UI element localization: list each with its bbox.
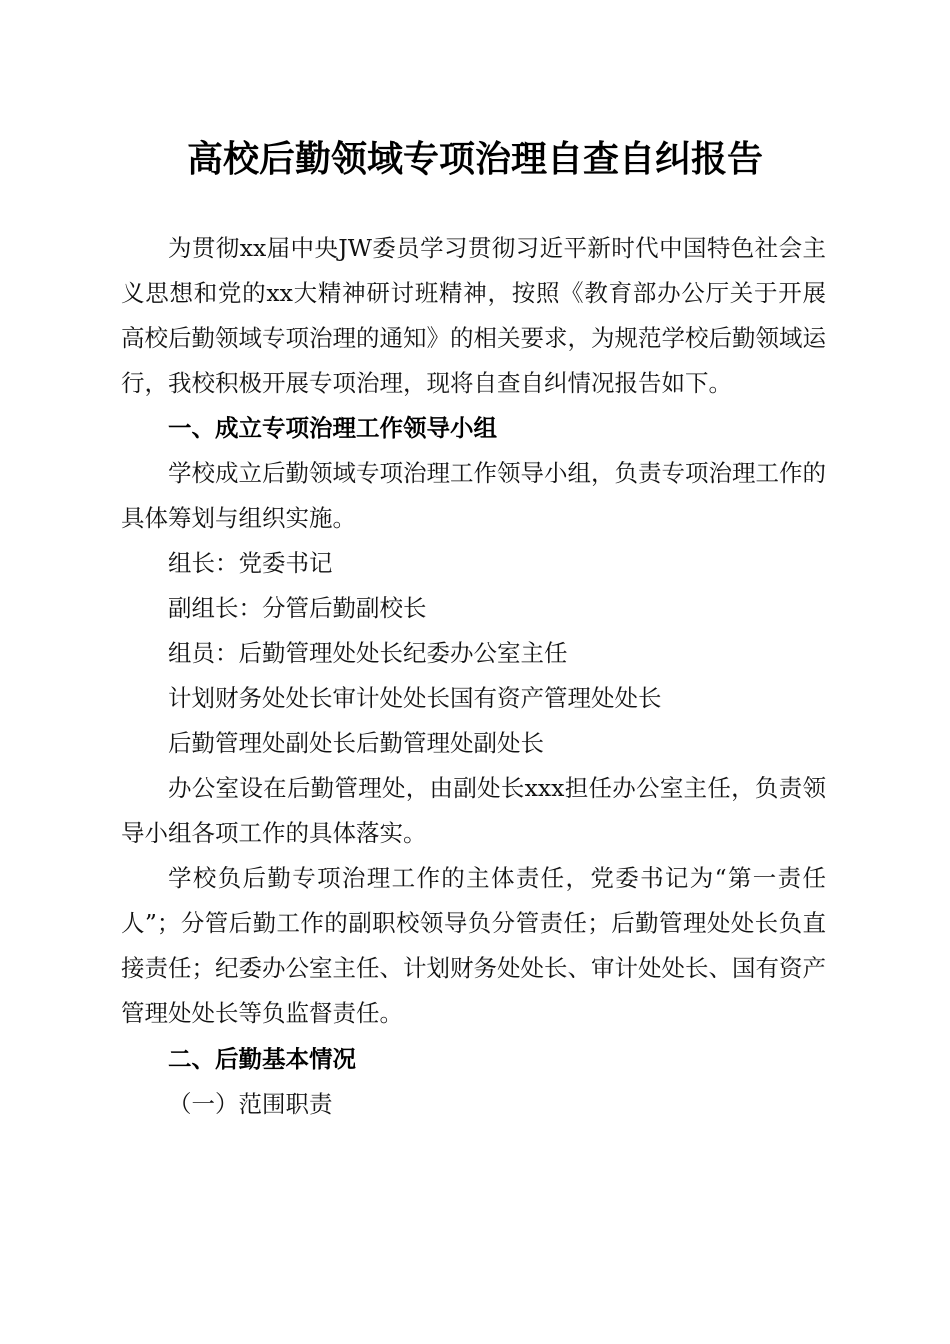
members-line: 组员：后勤管理处处长纪委办公室主任 <box>168 639 568 667</box>
office-paragraph: 办公室设在后勤管理处，由副处长xxx担任办公室主任，负责领导小组各项工作的具体落实。 <box>121 774 826 847</box>
body-paragraph: 学校成立后勤领域专项治理工作领导小组，负责专项治理工作的具体筹划与组织实施。 <box>121 459 826 532</box>
intro-paragraph: 为贯彻xx届中央JW委员学习贯彻习近平新时代中国特色社会主义思想和党的xx大精神研讨班精神，按照《教育部办公厅关于开展高校后勤领域专项治理的通知》的相关要求，为规范学校后勤领域运行，我校积极开展专项治理，现将自查自纠情况报告如下。 <box>121 234 826 397</box>
responsibility-paragraph: 学校负后勤专项治理工作的主体责任，党委书记为“第一责任人”；分管后勤工作的副职校领导负分管责任；后勤管理处处长负直接责任；纪委办公室主任、计划财务处处长、审计处处长、国有资产管理处处长等负监督责任。 <box>121 864 826 1027</box>
deputy-leader-line: 副组长：分管后勤副校长 <box>168 594 427 622</box>
section-heading-1: 一、成立专项治理工作领导小组 <box>168 414 497 442</box>
subsection-heading: （一）范围职责 <box>168 1090 333 1118</box>
document-body <box>121 226 826 1127</box>
group-leader-line: 组长：党委书记 <box>168 549 333 577</box>
document-title: 高校后勤领域专项治理自查自纠报告 <box>186 138 763 180</box>
members-line-2: 计划财务处处长审计处处长国有资产管理处处长 <box>168 684 662 712</box>
section-heading-2: 二、后勤基本情况 <box>168 1045 356 1073</box>
members-line-3: 后勤管理处副处长后勤管理处副处长 <box>168 729 544 757</box>
